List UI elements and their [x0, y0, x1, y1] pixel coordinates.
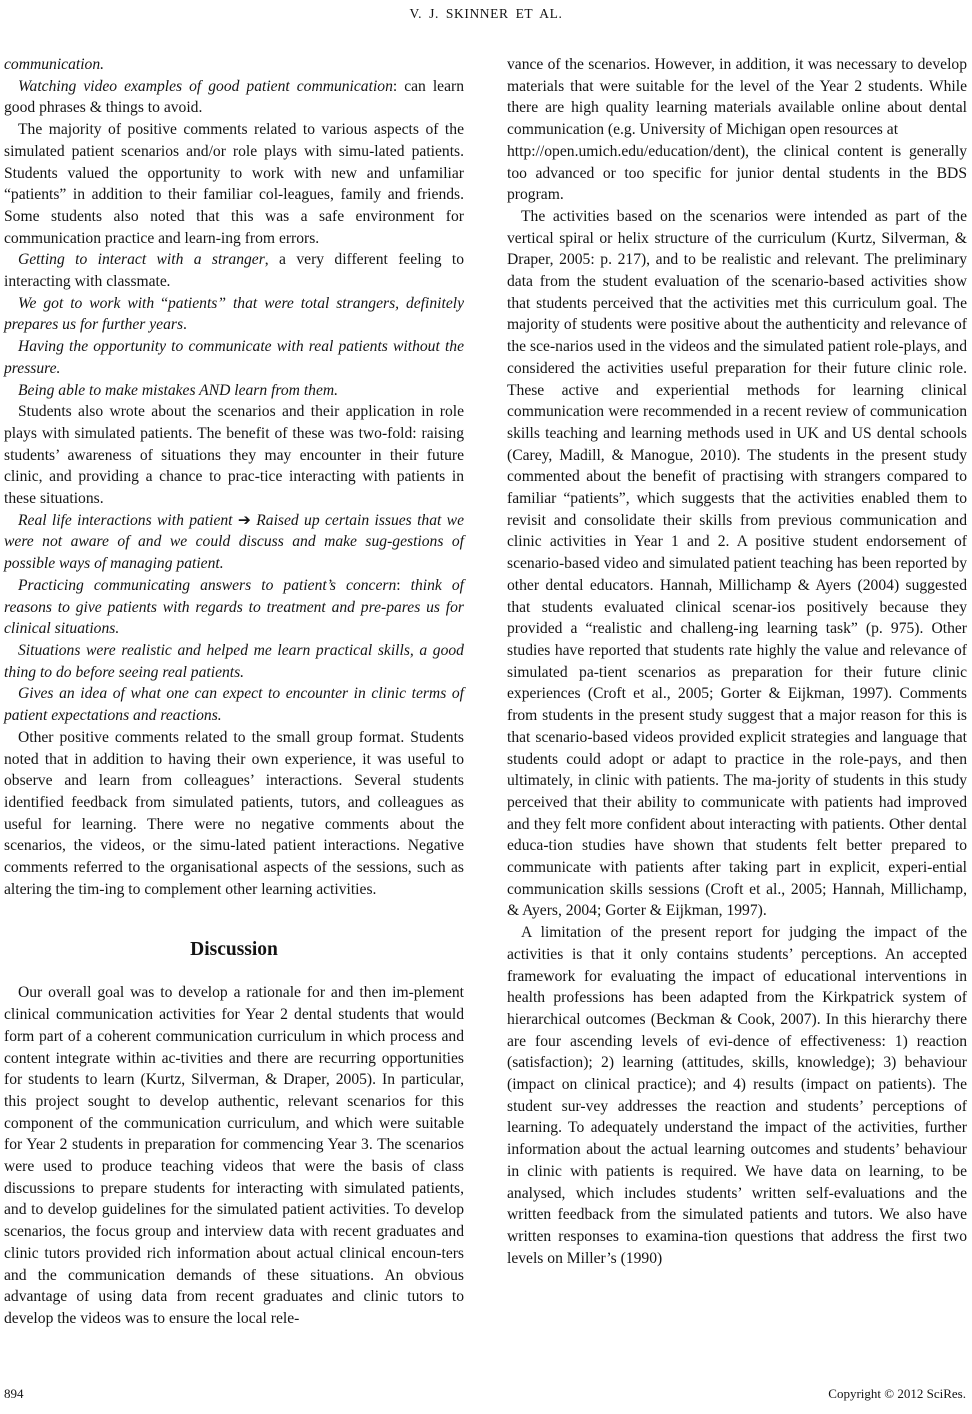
- quote-part: We got to work with: [18, 294, 162, 312]
- quote-part: , definitely prepares us for further years: [4, 294, 464, 334]
- student-quote: Gives an idea of what one can expect to encounter in clinic terms of patient expectations and reactions.: [4, 685, 464, 725]
- quote-text: : can learn good phrases & things to avoid.: [4, 77, 465, 117]
- student-quote: Being able to make mistakes AND learn from them.: [18, 381, 339, 399]
- quote-part: Real life interactions with patient: [18, 511, 238, 529]
- quote-part: patients: [168, 294, 218, 312]
- running-head: V. J. SKINNER ET AL.: [409, 6, 563, 21]
- student-quote: [4, 510, 464, 575]
- paragraph: The activities based on the scenarios were intended as part of the vertical spiral or helix structure of the curriculum (Kurtz, Silverman, & Draper, 2005: p. 217), and to be realistic and relevant. The preliminary data from the student evaluation of the scenario-based activities show that students perceived that the activities met this curriculum goal. The majority of students were positive about the authenticity and relevance of the sce-narios used in the videos and the simulated patient role-plays, and considered the activities useful preparation for their future clinic role. These active and experiential methods for learning clinical communication were recommended in a recent review of communication skills teaching and learning methods used in UK and US dental schools (Carey, Madill, & Manogue, 2010). The students in the present study commented about the benefit of practising with strangers compared to familiar “patients”, which suggests that the activities enabled them to revisit and consolidate their skills from previous communication and clinic activities in Year 1 and 2. A positive student endorsement of scenario-based video and simulated patient teaching has been reported by other dental educators. Hannah, Millichamp & Ayers (2004) suggested that students evaluated clinical scenar-ios positively because they provided a “realistic and challeng-ing learning task” (p. 975). Other studies have reported that students rate highly the value and relevance of simulated pa-tient scenarios as preparation for their future clinic experiences (Croft et al., 2005; Gorter & Eijkman, 1997). Comments from students in the present study suggest that a major reason for this is that scenario-based videos provided explicit strategies and language that students could adopt or adapt to practice in the role-pays, and then ultimately, in clinic with patients. The ma-jority of students in this study perceived that their ability to communicate with patients had improved and they felt more confident about interacting with patients. Other dental educa-tion studies have shown that students felt better prepared to communicate with patients after taking part in explicit, experi-ential communication skills sessions (Croft et al., 2005; Hannah, Millichamp, & Ayers, 2004; Gorter & Eijkman, 1997).: [507, 207, 967, 920]
- quote-part: ’s concern: [326, 576, 397, 594]
- section-heading: Discussion: [190, 939, 278, 961]
- quote-part: , a good thing to do before seeing real patients.: [4, 641, 464, 681]
- paragraph-url: http://open.umich.edu/education/dent), the clinical content is generally too advanced or too specific for junior dental students in the BDS program.: [507, 142, 967, 204]
- paragraph: Other positive comments related to the small group format. Students noted that in addition to having their own experience, it was useful to observe and learn from colleagues’ interactions. Several students identified feedback from simulated patients, tutors, and colleagues as useful for learning. There were no negative comments about the scenarios, the videos, or the simu-lated patient interactions. Negative comments referred to the organisational aspects of the sessions, such as altering the tim-ing to complement other learning activities.: [4, 728, 464, 898]
- student-quote: Having the opportunity to communicate with real patients without the pressure.: [4, 338, 464, 377]
- quote-part: think of reasons to give patients with regards to treatment and pre-pares us for clinical situations.: [4, 576, 465, 638]
- copyright-notice: Copyright © 2012 SciRes.: [828, 1386, 966, 1401]
- paragraph: Students also wrote about the scenarios and their application in role plays with simulated patients. The benefit of these was two-fold: raising students’ awareness of situations they may encounter in their future clinic, and providing a chance to prac-tice interacting with patients in these situations.: [4, 403, 464, 508]
- student-quote: [4, 640, 464, 683]
- right-column: [507, 54, 967, 1269]
- quote-part: ” that were total strangers: [217, 294, 396, 312]
- paragraph: The majority of positive comments related to various aspects of the simulated patient scenarios and/or role plays with simu-lated patients. Students valued the opportunity to work with new and unfamiliar “patients” in addition to their familiar col-leagues, family and friends. Some students also noted that this was a safe environment for communication practice and learn-ing from errors.: [4, 121, 464, 247]
- quote-part: Situations were realistic and helped me learn practical skills: [18, 641, 410, 659]
- paragraph: A limitation of the present report for judging the impact of the activities is that it only contains students’ perceptions. An accepted framework for evaluating the impact of educational interventions in health professions has been adapted from the Kirkpatrick system of hierarchical outcomes (Beckman & Cook, 2007). In this hierarchy there are four ascending levels of evi-dence of effectiveness: 1) reaction (satisfaction); 2) learning (attitudes, skills, knowledge); 3) behaviour (impact on clinical practice); and 4) results (impact on patients). The student sur-vey addresses the reaction and students’ perceptions of learning. To adequately understand the impact of the activities, further information about the actual learning outcomes and students’ behaviour in clinic with patients is required. We have data on learning, to be analysed, which includes students’ written self-evaluations and the written feedback from the simulated patients and tutors. We also have written responses to examina-tion questions that address the first two levels on Miller’s (1990): [507, 924, 967, 1267]
- quote-part: Practicing communicating answers to patient: [18, 576, 327, 594]
- quote-part: .: [183, 316, 187, 334]
- paragraph: communication.: [4, 56, 105, 73]
- arrow-icon: ➔: [237, 511, 251, 529]
- paragraph: vance of the scenarios. However, in addition, it was necessary to develop materials that were suitable for the level of the Year 2 students. While there are high quality learning materials available online about dental communication (e.g. University of Michigan open resources at: [507, 56, 967, 139]
- quote-part: .: [166, 273, 171, 291]
- quote-label: Watching video examples of good patient communication: [18, 77, 393, 95]
- quote-part: “: [161, 294, 168, 312]
- quote-part: Getting to interact with a stranger: [18, 251, 265, 269]
- student-quote: [4, 293, 464, 336]
- student-quote: [4, 76, 464, 119]
- quote-part: , a very different feeling to interacting with classmate: [4, 251, 464, 291]
- paragraph: Our overall goal was to develop a rationale for and then im-plement clinical communication activities for Year 2 dental students that would form part of a coherent communication curriculum in which process and content integrate within ac-tivities and there are recurring opportunities for students to learn (Kurtz, Silverman, & Draper, 2005). In particular, this project sought to develop authentic, relevant scenarios for this component of the communication curriculum, and which were suitable for Year 2 students in preparation for commencing Year 3. The scenarios were used to produce teaching videos that were the basis of class discussions to prepare students for interacting with simulated patients, and to develop guidelines for the simulated patient activities. To develop scenarios, the focus group and interview data with recent graduates and clinic tutors provided rich information about actual clinical encoun-ters and the communication demands of these situations. An obvious advantage of using data from recent graduates and clinic tutors to develop the videos was to ensure the local rele-: [4, 984, 464, 1327]
- left-column: [4, 54, 464, 1330]
- student-quote: [4, 575, 464, 640]
- quote-part: Raised up certain issues that we were not aware of and we could discuss and make sug-gestions of possible ways of managing patient.: [4, 511, 465, 573]
- page-number: 894: [4, 1386, 24, 1401]
- student-quote: [4, 249, 464, 292]
- quote-part: :: [396, 576, 411, 594]
